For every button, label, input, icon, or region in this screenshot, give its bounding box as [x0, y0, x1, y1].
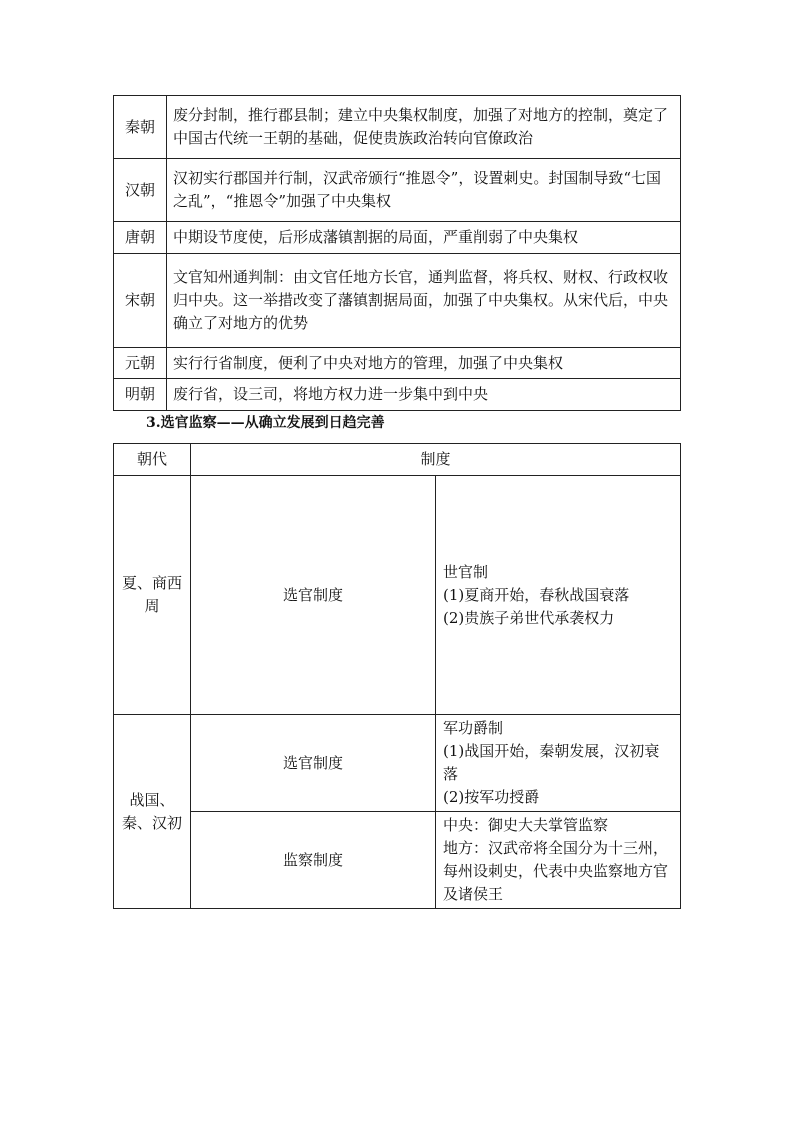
dynasty-cell: 秦朝 — [114, 96, 167, 159]
header-system: 制度 — [191, 444, 681, 476]
detail-line: 军功爵制 — [443, 719, 504, 737]
detail-line: (1)夏商开始，春秋战国衰落 — [443, 585, 630, 604]
table-row — [114, 222, 681, 254]
official-selection-table — [113, 443, 681, 909]
detail-line: 世官制 — [443, 562, 489, 581]
content-cell: 实行行省制度，便利了中央对地方的管理，加强了中央集权 — [167, 348, 681, 379]
content-cell: 中期设节度使，后形成藩镇割据的局面，严重削弱了中央集权 — [167, 222, 681, 254]
system-type-cell: 监察制度 — [191, 812, 436, 909]
system-detail-cell — [436, 715, 681, 812]
detail-line: (1)战国开始，秦朝发展，汉初衰落 — [443, 742, 660, 783]
detail-line: 地方：汉武帝将全国分为十三州，每州设刺史，代表中央监察地方官及诸侯王 — [443, 839, 669, 903]
detail-line: 中央：御史大夫掌管监察 — [443, 816, 609, 834]
local-governance-table — [113, 95, 681, 411]
table-row — [114, 254, 681, 348]
header-row — [114, 444, 681, 476]
detail-line: (2)贵族子弟世代承袭权力 — [443, 608, 615, 627]
dynasty-cell: 夏、商西周 — [114, 476, 191, 715]
table-row — [114, 348, 681, 379]
content-cell: 文官知州通判制：由文官任地方长官，通判监督，将兵权、财权、行政权收归中央。这一举措改变了藩镇割据局面，加强了中央集权。从宋代后，中央确立了对地方的优势 — [167, 254, 681, 348]
section-heading: 3.选官监察——从确立发展到日趋完善 — [146, 415, 385, 431]
table-row — [114, 379, 681, 411]
table-row — [114, 715, 681, 812]
dynasty-cell: 元朝 — [114, 348, 167, 379]
table-row — [114, 96, 681, 159]
dynasty-cell: 明朝 — [114, 379, 167, 411]
dynasty-cell: 唐朝 — [114, 222, 167, 254]
system-type-cell: 选官制度 — [191, 715, 436, 812]
system-detail-cell — [436, 812, 681, 909]
dynasty-cell: 战国、秦、汉初 — [114, 715, 191, 909]
dynasty-cell: 宋朝 — [114, 254, 167, 348]
detail-line: (2)按军功授爵 — [443, 788, 540, 806]
content-cell: 废行省，设三司，将地方权力进一步集中到中央 — [167, 379, 681, 411]
content-cell: 汉初实行郡国并行制，汉武帝颁行“推恩令”，设置刺史。封国制导致“七国之乱”，“推恩令”加强了中央集权 — [167, 159, 681, 222]
system-detail-cell — [436, 476, 681, 715]
system-type-cell: 选官制度 — [191, 476, 436, 715]
table-row — [114, 812, 681, 909]
header-dynasty: 朝代 — [114, 444, 191, 476]
table-row — [114, 476, 681, 715]
table-row — [114, 159, 681, 222]
dynasty-cell: 汉朝 — [114, 159, 167, 222]
content-cell: 废分封制，推行郡县制；建立中央集权制度，加强了对地方的控制，奠定了中国古代统一王朝的基础，促使贵族政治转向官僚政治 — [167, 96, 681, 159]
